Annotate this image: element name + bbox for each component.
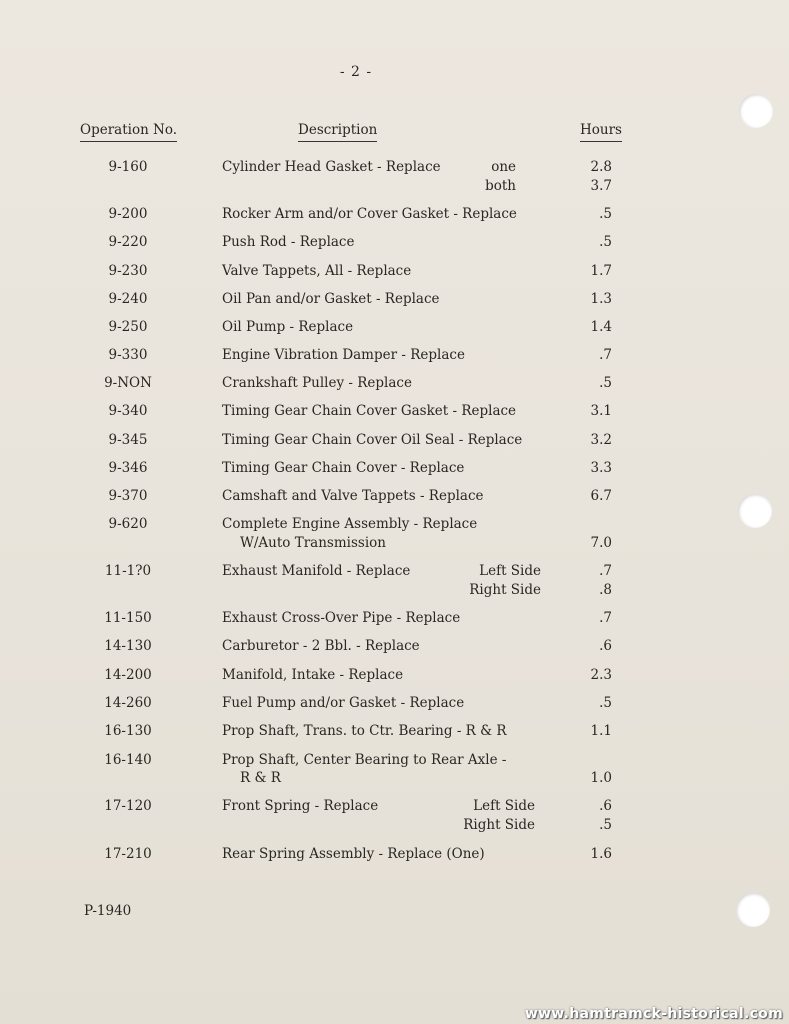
hours-value: .5 bbox=[599, 695, 612, 711]
hours-value: .6 bbox=[599, 798, 612, 814]
hours-value: .5 bbox=[599, 375, 612, 391]
operation-number: 14-260 bbox=[104, 695, 152, 711]
hours-value: .6 bbox=[599, 638, 612, 654]
operation-number: 9-220 bbox=[108, 234, 148, 250]
description: Prop Shaft, Center Bearing to Rear Axle - bbox=[222, 752, 507, 768]
punch-hole bbox=[739, 94, 773, 128]
operation-number: 11-1?0 bbox=[104, 563, 152, 579]
description: Timing Gear Chain Cover Gasket - Replace bbox=[222, 403, 517, 419]
header-hours: Hours bbox=[580, 122, 622, 142]
variant-label: Right Side bbox=[469, 582, 541, 598]
punch-hole bbox=[736, 893, 770, 927]
hours-value: .5 bbox=[599, 817, 612, 833]
hours-value: 3.1 bbox=[590, 403, 612, 419]
hours-value: 1.7 bbox=[590, 263, 612, 279]
hours-value: .7 bbox=[599, 563, 612, 579]
variant-label: both bbox=[485, 178, 516, 194]
description-continuation: W/Auto Transmission bbox=[240, 535, 386, 551]
description: Manifold, Intake - Replace bbox=[222, 667, 404, 683]
hours-value: 2.3 bbox=[590, 667, 612, 683]
punch-hole bbox=[738, 494, 772, 528]
operation-number: 16-130 bbox=[104, 723, 152, 739]
operation-number: 9-345 bbox=[108, 432, 148, 448]
description: Exhaust Manifold - Replace bbox=[222, 563, 411, 579]
variant-label: one bbox=[491, 159, 516, 175]
hours-value: 6.7 bbox=[590, 488, 612, 504]
operation-number: 9-NON bbox=[104, 375, 152, 391]
description: Prop Shaft, Trans. to Ctr. Bearing - R & R bbox=[222, 723, 507, 739]
operation-number: 14-130 bbox=[104, 638, 152, 654]
variant-label: Right Side bbox=[463, 817, 535, 833]
operation-number: 16-140 bbox=[104, 752, 152, 768]
hours-value: .5 bbox=[599, 234, 612, 250]
hours-value: 2.8 bbox=[590, 159, 612, 175]
description: Engine Vibration Damper - Replace bbox=[222, 347, 465, 363]
hours-value: 1.1 bbox=[590, 723, 612, 739]
description-continuation: R & R bbox=[240, 770, 281, 786]
site-watermark: www.hamtramck-historical.com bbox=[524, 1006, 783, 1022]
hours-value: .5 bbox=[599, 206, 612, 222]
description: Oil Pan and/or Gasket - Replace bbox=[222, 291, 440, 307]
operation-number: 17-120 bbox=[104, 798, 152, 814]
document-code: P-1940 bbox=[84, 903, 132, 919]
operation-number: 14-200 bbox=[104, 667, 152, 683]
description: Rear Spring Assembly - Replace (One) bbox=[222, 846, 485, 862]
description: Exhaust Cross-Over Pipe - Replace bbox=[222, 610, 461, 626]
hours-value: .7 bbox=[599, 347, 612, 363]
hours-value: .7 bbox=[599, 610, 612, 626]
operation-number: 9-340 bbox=[108, 403, 148, 419]
hours-value: .8 bbox=[599, 582, 612, 598]
operation-number: 9-250 bbox=[108, 319, 148, 335]
operation-number: 9-370 bbox=[108, 488, 148, 504]
operation-number: 11-150 bbox=[104, 610, 152, 626]
page-number: - 2 - bbox=[339, 64, 373, 80]
description: Rocker Arm and/or Cover Gasket - Replace bbox=[222, 206, 517, 222]
description: Complete Engine Assembly - Replace bbox=[222, 516, 478, 532]
operation-number: 9-330 bbox=[108, 347, 148, 363]
hours-value: 3.2 bbox=[590, 432, 612, 448]
variant-label: Left Side bbox=[479, 563, 541, 579]
operation-number: 9-346 bbox=[108, 460, 148, 476]
operation-number: 9-160 bbox=[108, 159, 148, 175]
header-description: Description bbox=[298, 122, 377, 142]
description: Oil Pump - Replace bbox=[222, 319, 354, 335]
description: Front Spring - Replace bbox=[222, 798, 379, 814]
description: Carburetor - 2 Bbl. - Replace bbox=[222, 638, 420, 654]
operation-number: 17-210 bbox=[104, 846, 152, 862]
header-operation-no: Operation No. bbox=[80, 122, 177, 142]
description: Timing Gear Chain Cover Oil Seal - Replace bbox=[222, 432, 523, 448]
description: Camshaft and Valve Tappets - Replace bbox=[222, 488, 484, 504]
variant-label: Left Side bbox=[473, 798, 535, 814]
description: Crankshaft Pulley - Replace bbox=[222, 375, 412, 391]
operation-number: 9-620 bbox=[108, 516, 148, 532]
operation-number: 9-200 bbox=[108, 206, 148, 222]
description: Cylinder Head Gasket - Replace bbox=[222, 159, 441, 175]
hours-value: 3.7 bbox=[590, 178, 612, 194]
description: Valve Tappets, All - Replace bbox=[222, 263, 412, 279]
hours-value: 3.3 bbox=[590, 460, 612, 476]
description: Timing Gear Chain Cover - Replace bbox=[222, 460, 465, 476]
hours-value: 1.6 bbox=[590, 846, 612, 862]
operation-number: 9-240 bbox=[108, 291, 148, 307]
hours-value: 1.4 bbox=[590, 319, 612, 335]
description: Fuel Pump and/or Gasket - Replace bbox=[222, 695, 465, 711]
description: Push Rod - Replace bbox=[222, 234, 355, 250]
operation-number: 9-230 bbox=[108, 263, 148, 279]
hours-value: 1.3 bbox=[590, 291, 612, 307]
hours-value: 7.0 bbox=[590, 535, 612, 551]
hours-value: 1.0 bbox=[590, 770, 612, 786]
